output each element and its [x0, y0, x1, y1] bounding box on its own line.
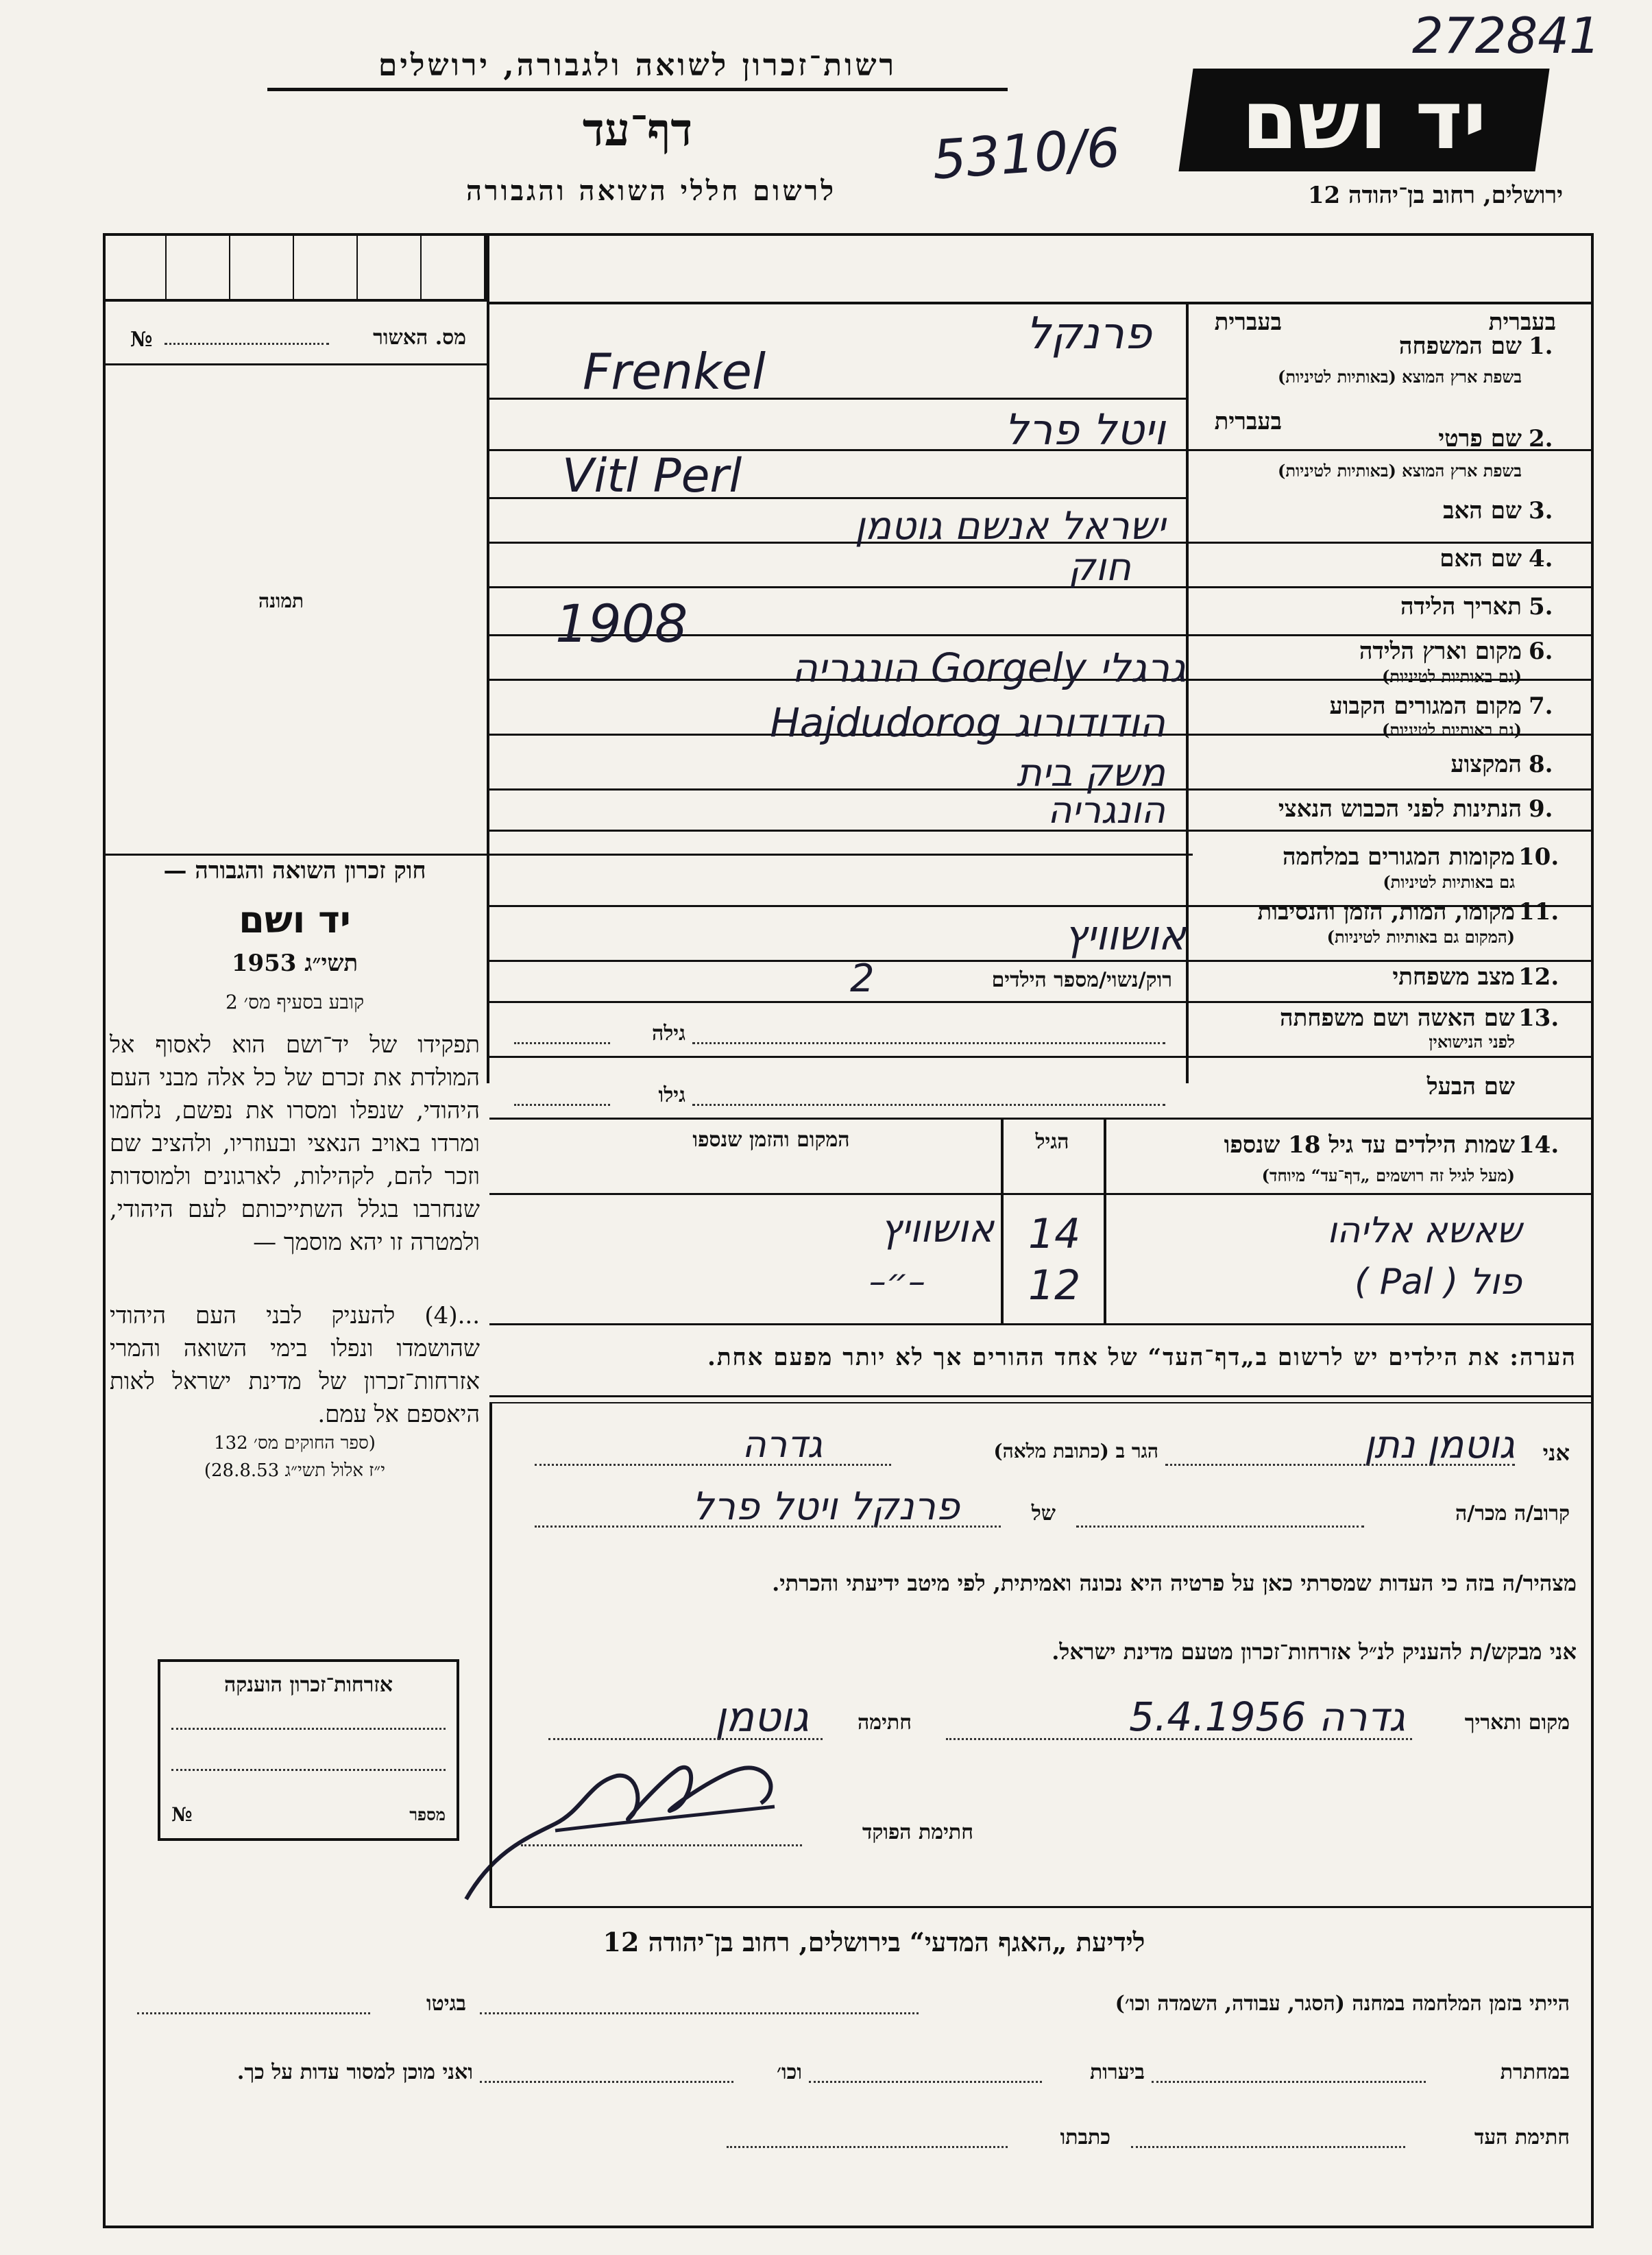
husband-age-label: גילו	[658, 1083, 685, 1107]
photo-label: תמונה	[258, 590, 304, 612]
surname-latin-value: Frenkel	[583, 343, 766, 400]
firstname-latin-value: Vitl Perl	[562, 449, 742, 503]
child-2-name: פול ( Pal )	[1354, 1262, 1522, 1303]
field-9-num: 9.	[1529, 795, 1553, 823]
decl-resides-label: הגר ב (כתובת מלאה)	[993, 1440, 1158, 1462]
row-line	[489, 1118, 1594, 1120]
wife-name-dots	[692, 1042, 1165, 1044]
husband-age-dots	[514, 1104, 610, 1106]
residence-value: הודודורוג Hajdudorog	[770, 699, 1165, 746]
field-8-num: 8.	[1529, 751, 1553, 778]
officer-signature	[452, 1741, 809, 1913]
child-1-age: 14	[1028, 1210, 1081, 1258]
death-place-value: אושוויץ	[1064, 912, 1186, 960]
footer-line1-b: בגיטו	[426, 1992, 466, 2016]
citizenship-box-dots-2	[171, 1769, 446, 1771]
field-2-label: שם פרטי	[1438, 425, 1522, 453]
field-1-hebrew-tag-label: בעברית	[1214, 309, 1282, 336]
approval-divider	[103, 363, 487, 365]
decl-place-date-value: גדרה 5.4.1956	[1129, 1693, 1405, 1740]
firstname-hebrew-value: ויטל פרל	[1004, 405, 1165, 455]
decl-address-value: גדרה	[742, 1423, 823, 1466]
field-13-num: 13.	[1518, 1004, 1559, 1032]
citizenship-value: הונגריה	[1047, 788, 1165, 832]
children-count-value: 2	[850, 956, 875, 1001]
decl-of-dots	[535, 1526, 1001, 1528]
note: הערה: את הילדים יש לרשום ב„דף־העד“ של אחד ההורים אך לא יותר מפעם אחת.	[707, 1344, 1577, 1371]
husband-label: שם הבעל	[1426, 1073, 1515, 1100]
field-6-label: מקום וארץ הלידה	[1359, 638, 1522, 665]
field-1-sub: בשפת ארץ המוצא (באותיות לטיניות)	[1278, 367, 1522, 387]
field-4-label: שם האם	[1440, 545, 1522, 572]
children-sub: (מעל לגיל זה רושמים „דף־עד“ מיוחד)	[1261, 1166, 1515, 1185]
field-6-num: 6.	[1529, 638, 1553, 665]
children-label: שמות הילדים עד גיל 18 שנספו	[1224, 1131, 1515, 1159]
footer-vertical-line	[489, 1403, 492, 1908]
wife-age-label: גילה	[651, 1022, 685, 1046]
logo-text: יד ושם	[1241, 73, 1487, 167]
footer-line3-dots-b	[727, 2146, 1008, 2148]
law-year: תשי״ג 1953	[231, 950, 359, 977]
footer-line3-a: חתימת העד	[1474, 2125, 1570, 2149]
decl-place-date-dots	[946, 1738, 1412, 1740]
field-1-num: 1.	[1529, 333, 1553, 360]
child-2-age: 12	[1028, 1262, 1081, 1310]
field-1-label: שם המשפחה	[1398, 333, 1522, 360]
footer-line2-c: וכו׳	[777, 2060, 802, 2084]
note-bottom-line	[489, 1395, 1594, 1397]
children-left-divider	[1001, 1118, 1004, 1323]
footer-line3-dots-a	[1131, 2146, 1405, 2148]
row-line	[489, 1001, 1594, 1003]
row-line	[489, 1056, 1594, 1058]
footer-line2-a: במחתרת	[1500, 2060, 1570, 2084]
citizenship-box-title: אזרחות־זכרון הוענקה	[223, 1673, 393, 1697]
archive-number: 272841	[1412, 7, 1601, 64]
header-address: ירושלים, רחוב בן־יהודה 12	[1307, 182, 1563, 209]
approval-dots	[165, 343, 329, 345]
children-header-line	[489, 1193, 1594, 1195]
birthplace-value: גרגלי Gorgely הונגריה	[792, 644, 1186, 691]
authority-line: רשות־זכרון לשואה ולגבורה, ירושלים	[378, 48, 897, 83]
footer-top-line	[489, 1906, 1594, 1908]
marital-label: רוק/נשוי/מספר הילדים	[991, 968, 1172, 992]
labels-divider	[1186, 302, 1189, 1083]
field-10-label: מקומות המגורים במלחמה	[1282, 843, 1515, 871]
decl-relation-dots	[1076, 1526, 1364, 1528]
footer-line3-b: כתבתו	[1060, 2125, 1110, 2149]
children-bottom-line	[489, 1323, 1594, 1325]
row-line	[103, 854, 1193, 856]
law-section: קובע בסעיף מס׳ 2	[225, 991, 365, 1013]
authority-underline	[267, 88, 1008, 91]
children-age-divider	[1104, 1118, 1106, 1323]
field-11-num: 11.	[1518, 898, 1559, 926]
footer-line2-b: ביערות	[1089, 2060, 1145, 2084]
decl-officer-label: חתימת הפוקד	[862, 1820, 973, 1844]
left-column-divider	[487, 233, 489, 1083]
form-subtitle: לרשום חללי השואה והגבורה	[465, 175, 837, 207]
children-place-header: המקום והזמן שנספו	[692, 1128, 850, 1152]
footer-title: לידיעת „האגף המדעי“ בירושלים, רחוב בן־יהודה 12	[603, 1927, 1145, 1957]
field-5-num: 5.	[1529, 593, 1553, 620]
decl-signature-dots	[548, 1738, 823, 1740]
citizenship-box-no: №	[171, 1803, 193, 1826]
husband-name-dots	[692, 1104, 1165, 1106]
decl-name-value: גוטמן נתן	[1363, 1423, 1515, 1467]
decl-name-dots	[1165, 1464, 1515, 1466]
father-value: ישראל אנשם גוטמן	[854, 504, 1165, 548]
footer-line2-dots-c	[480, 2081, 733, 2083]
footer-line1-dots-b	[137, 2012, 370, 2014]
field-1-hebrew-tag: בעברית	[1488, 309, 1556, 336]
birthdate-value: 1908	[555, 593, 688, 654]
field-2-sub: בשפת ארץ המוצא (באותיות לטיניות)	[1278, 461, 1522, 481]
field-2-num: 2.	[1529, 425, 1553, 453]
approval-label: מס. האשור	[373, 326, 466, 350]
footer-line2-d: ואני מוכן למסור עדות על כך.	[236, 2060, 473, 2084]
decl-relation-label: קרוב/ה מכר/ה	[1455, 1502, 1570, 1526]
field-13-sub: לפני הנישואין	[1429, 1032, 1515, 1052]
field-5-label: תאריך הלידה	[1400, 593, 1522, 620]
mother-value: חוק	[1068, 545, 1131, 590]
footer-line1-dots-a	[480, 2012, 919, 2014]
field-7-label: מקום המגורים הקבוע	[1329, 692, 1522, 720]
footer-line2-dots-a	[1152, 2081, 1426, 2083]
field-7-num: 7.	[1529, 692, 1553, 720]
child-1-name: שאשא אליהו	[1327, 1210, 1522, 1251]
form-title: דף־עד	[582, 103, 693, 156]
field-7-sub: (גם באותיות לטיניות)	[1381, 720, 1522, 740]
law-text-2: ...(4) להעניק לבני העם היהודי שהושמדו ונפלו בימי השואה והמרי אזרחות־זכרון של מדינת ישראל לאות היאספם אל עמם.	[110, 1302, 480, 1428]
field-4-num: 4.	[1529, 545, 1553, 572]
children-num: 14.	[1518, 1131, 1559, 1159]
wife-age-dots	[514, 1042, 610, 1044]
field-13-label: שם האשה ושם משפחתה	[1280, 1004, 1515, 1032]
field-11-sub: (המקום גם באותיות לטיניות)	[1326, 927, 1515, 947]
field-12-label: מצב משפחתי	[1392, 963, 1515, 991]
top-band-line	[487, 302, 1594, 304]
law-logo: יד ושם	[239, 898, 351, 941]
decl-place-date-label: מקום ותאריך	[1464, 1711, 1570, 1735]
field-9-label: הנתינות לפני הכבוש הנאצי	[1278, 795, 1522, 823]
children-age-header: הגיל	[1035, 1130, 1069, 1154]
law-title: חוק זכרון השואה והגבורה —	[163, 857, 426, 884]
decl-statement: מצהיר/ה בזה כי העדות שמסרתי כאן על פרטיה היא נכונה ואמיתית, לפי מיטב ידיעתי והכרתי.	[772, 1570, 1577, 1596]
decl-signature-value: גוטמן	[714, 1693, 809, 1741]
citizenship-box-number-label: מספר	[409, 1805, 446, 1824]
law-reference-date: י״ז אלול תשי״ג 28.8.53)	[204, 1460, 386, 1481]
decl-of-label: של	[1031, 1502, 1056, 1526]
surname-hebrew-value: פרנקל	[1025, 309, 1152, 359]
field-3-num: 3.	[1529, 497, 1553, 524]
top-grid	[103, 233, 487, 302]
law-reference: (ספר החוקים מס׳ 132	[214, 1433, 376, 1454]
file-number: 5310/6	[930, 117, 1123, 192]
field-12-num: 12.	[1518, 963, 1559, 991]
field-3-label: שם האב	[1443, 497, 1522, 524]
decl-address-dots	[535, 1464, 891, 1466]
decl-ani: אני	[1542, 1440, 1570, 1466]
field-10-num: 10.	[1518, 843, 1559, 871]
occupation-value: משק בית	[1017, 751, 1165, 795]
field-8-label: המקצוע	[1450, 751, 1522, 778]
row-line	[489, 960, 1594, 962]
decl-of-value: פרנקל ויטל פרל	[692, 1484, 960, 1529]
decl-signature-label: חתימה	[858, 1711, 912, 1735]
footer-line2-dots-b	[809, 2081, 1042, 2083]
child-1-place: אושוויץ	[880, 1207, 994, 1251]
field-11-label: מקומו, המות, הזמן והנסיבות	[1257, 898, 1515, 926]
child-2-place: –״–	[868, 1262, 925, 1301]
field-2-hebrew-tag: בעברית	[1214, 408, 1282, 435]
field-6-sub: (גם באותיות לטיניות)	[1381, 666, 1522, 686]
section-double-line	[489, 1402, 1594, 1403]
field-10-sub: גם באותיות לטיניות)	[1383, 872, 1515, 892]
citizenship-box-dots-1	[171, 1728, 446, 1730]
law-text: תפקידו של יד־ושם הוא לאסוף אל המולדת את זכרם של כל אלה מבני העם היהודי, שנפלו ומסרו את נפשם, נלחמו ומרדו באויב הנאצי ובעוזריו, ולהציב שם וזכר להם, לקהילות, לארגונים ולמוסדות שנחרבו בגלל השתייכותם לעם היהודי, ולמטרה זו יהא מוסמך —	[110, 1031, 480, 1256]
footer-line1-a: הייתי בזמן המלחמה במחנה (הסגר, עבודה, השמדה וכו׳)	[1115, 1992, 1570, 2016]
decl-request: אני מבקש/ת להעניק לנ״ל אזרחות־זכרון מטעם מדינת ישראל.	[1052, 1639, 1577, 1665]
approval-no: №	[130, 328, 153, 352]
